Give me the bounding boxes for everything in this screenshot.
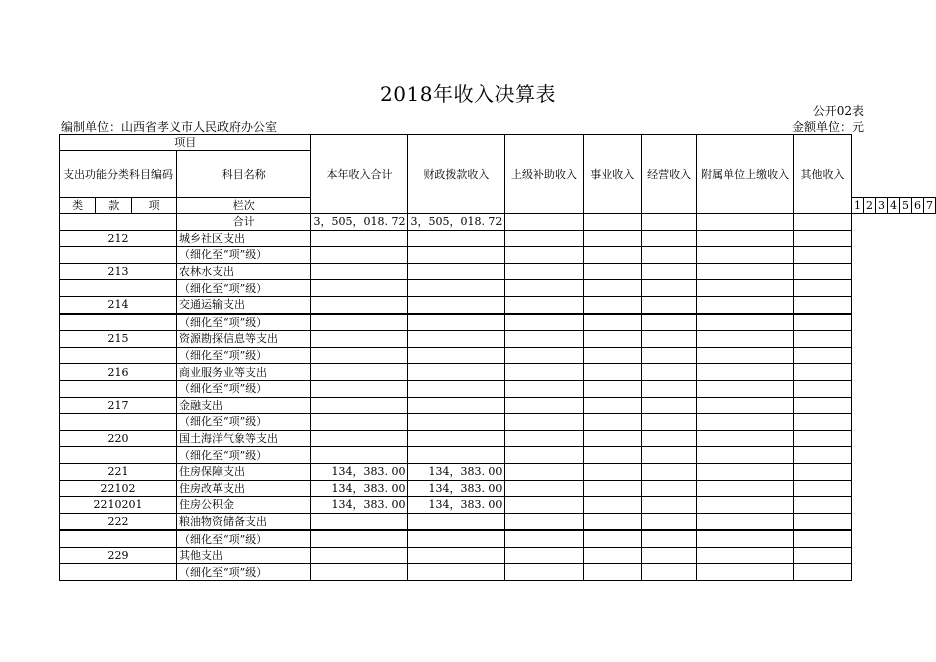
empty-cell — [794, 497, 852, 514]
empty-cell — [505, 497, 583, 514]
fiscal-amount — [408, 280, 505, 297]
table-row — [60, 230, 936, 247]
empty-cell — [642, 564, 697, 581]
empty-cell — [642, 364, 697, 381]
function-code: 215 — [60, 331, 177, 348]
total-amount — [311, 280, 408, 297]
empty-cell — [642, 530, 697, 547]
table-row — [60, 263, 936, 280]
col-number: 1 — [852, 198, 864, 214]
empty-cell — [794, 247, 852, 264]
header-xiang: 项 — [132, 198, 177, 214]
function-code — [60, 247, 177, 264]
total-amount — [311, 247, 408, 264]
empty-cell — [505, 564, 583, 581]
fiscal-amount — [408, 530, 505, 547]
function-code: 216 — [60, 364, 177, 381]
total-amount — [311, 314, 408, 331]
empty-cell — [583, 331, 642, 348]
empty-cell — [697, 547, 794, 564]
empty-cell — [583, 430, 642, 447]
empty-cell — [642, 463, 697, 480]
empty-cell — [583, 280, 642, 297]
fiscal-amount — [408, 380, 505, 397]
empty-cell — [583, 230, 642, 247]
total-amount — [311, 296, 408, 313]
total-fiscal: 3，505，018. 72 — [408, 214, 505, 231]
subject-name: 住房改革支出 — [177, 480, 311, 497]
empty-cell — [794, 364, 852, 381]
function-code — [60, 530, 177, 547]
total-amount: 134，383. 00 — [311, 497, 408, 514]
fiscal-amount — [408, 513, 505, 530]
header-total: 本年收入合计 — [311, 135, 408, 214]
subject-name: 住房保障支出 — [177, 463, 311, 480]
empty-cell — [583, 463, 642, 480]
fiscal-amount — [408, 263, 505, 280]
function-code: 220 — [60, 430, 177, 447]
empty-cell — [642, 414, 697, 431]
subject-name: 商业服务业等支出 — [177, 364, 311, 381]
empty-cell — [505, 547, 583, 564]
empty-cell — [697, 530, 794, 547]
empty-cell — [697, 447, 794, 464]
header-other: 其他收入 — [794, 135, 852, 214]
subject-name: （细化至“项”级） — [177, 247, 311, 264]
table-row — [60, 296, 936, 313]
total-amount — [311, 547, 408, 564]
fiscal-amount — [408, 397, 505, 414]
total-amount — [311, 230, 408, 247]
subject-name: 资源勘探信息等支出 — [177, 331, 311, 348]
table-row — [60, 513, 936, 530]
fiscal-amount — [408, 247, 505, 264]
empty-cell — [697, 430, 794, 447]
header-item: 项目 — [60, 135, 311, 151]
function-code — [60, 447, 177, 464]
table-row — [60, 497, 936, 514]
col-number: 4 — [888, 198, 900, 214]
empty-cell — [794, 296, 852, 313]
table-row — [60, 480, 936, 497]
empty-cell — [642, 314, 697, 331]
empty-cell — [794, 447, 852, 464]
total-amount — [311, 430, 408, 447]
empty-cell — [505, 480, 583, 497]
empty-cell — [697, 214, 794, 231]
fiscal-amount: 134，383. 00 — [408, 497, 505, 514]
header-lei: 类 — [60, 198, 96, 214]
subject-name: 交通运输支出 — [177, 296, 311, 313]
total-amount — [311, 513, 408, 530]
empty-cell — [794, 414, 852, 431]
header-func-code: 支出功能分类科目编码 — [60, 151, 177, 198]
empty-cell — [583, 247, 642, 264]
function-code — [60, 347, 177, 364]
table-row — [60, 314, 936, 331]
empty-cell — [794, 564, 852, 581]
empty-cell — [505, 347, 583, 364]
empty-cell — [642, 513, 697, 530]
table-row — [60, 364, 936, 381]
empty-cell — [583, 314, 642, 331]
subject-name: （细化至“项”级） — [177, 414, 311, 431]
empty-cell — [583, 513, 642, 530]
subject-name: 住房公积金 — [177, 497, 311, 514]
table-row — [60, 414, 936, 431]
empty-cell — [642, 263, 697, 280]
empty-cell — [697, 314, 794, 331]
function-code: 217 — [60, 397, 177, 414]
empty-cell — [583, 480, 642, 497]
total-amount — [311, 364, 408, 381]
subject-name: 其他支出 — [177, 547, 311, 564]
empty-cell — [505, 314, 583, 331]
fiscal-amount — [408, 414, 505, 431]
total-amount — [311, 530, 408, 547]
function-code — [60, 314, 177, 331]
compiling-unit: 编制单位：山西省孝义市人民政府办公室 — [61, 120, 278, 134]
empty-cell — [697, 397, 794, 414]
subject-name: （细化至“项”级） — [177, 447, 311, 464]
function-code: 2210201 — [60, 497, 177, 514]
empty-cell — [697, 564, 794, 581]
total-amount — [311, 447, 408, 464]
empty-cell — [794, 214, 852, 231]
fiscal-amount — [408, 331, 505, 348]
empty-cell — [697, 263, 794, 280]
function-code — [60, 564, 177, 581]
col-number: 2 — [864, 198, 876, 214]
fiscal-amount: 134，383. 00 — [408, 480, 505, 497]
empty-cell — [642, 430, 697, 447]
empty-cell — [697, 380, 794, 397]
total-amount — [311, 380, 408, 397]
function-code — [60, 280, 177, 297]
empty-cell — [583, 447, 642, 464]
empty-cell — [794, 547, 852, 564]
empty-cell — [505, 331, 583, 348]
empty-cell — [505, 463, 583, 480]
total-amount — [311, 347, 408, 364]
empty-cell — [794, 463, 852, 480]
empty-cell — [642, 497, 697, 514]
header-affiliated: 附属单位上缴收入 — [697, 135, 794, 214]
header-operating: 经营收入 — [642, 135, 697, 214]
subject-name: 城乡社区支出 — [177, 230, 311, 247]
empty-cell — [583, 380, 642, 397]
table-row — [60, 530, 936, 547]
subject-name: 农林水支出 — [177, 263, 311, 280]
empty-cell — [794, 397, 852, 414]
subject-name: （细化至“项”级） — [177, 564, 311, 581]
table-row — [60, 347, 936, 364]
function-code: 212 — [60, 230, 177, 247]
header-kuan: 款 — [96, 198, 132, 214]
fiscal-amount — [408, 547, 505, 564]
subject-name: （细化至“项”级） — [177, 347, 311, 364]
table-row — [60, 547, 936, 564]
empty-cell — [505, 513, 583, 530]
table-row — [60, 380, 936, 397]
empty-cell — [505, 414, 583, 431]
empty-cell — [505, 530, 583, 547]
empty-cell — [583, 414, 642, 431]
empty-cell — [794, 263, 852, 280]
empty-cell — [642, 447, 697, 464]
empty-cell — [794, 530, 852, 547]
table-row — [60, 280, 936, 297]
function-code: 22102 — [60, 480, 177, 497]
empty-cell — [697, 296, 794, 313]
empty-cell — [642, 214, 697, 231]
table-row — [60, 331, 936, 348]
function-code: 222 — [60, 513, 177, 530]
report-title: 2018年收入决算表 — [380, 82, 556, 106]
fiscal-amount — [408, 296, 505, 313]
empty-cell — [642, 380, 697, 397]
header-superior: 上级补助收入 — [505, 135, 583, 214]
empty-cell — [505, 230, 583, 247]
col-number: 5 — [900, 198, 912, 214]
empty-cell — [697, 480, 794, 497]
empty-cell — [794, 314, 852, 331]
empty-cell — [505, 447, 583, 464]
subject-name: （细化至“项”级） — [177, 380, 311, 397]
income-table — [59, 134, 936, 581]
fiscal-amount — [408, 347, 505, 364]
empty-cell — [583, 564, 642, 581]
empty-cell — [505, 430, 583, 447]
function-code: 229 — [60, 547, 177, 564]
empty-cell — [697, 247, 794, 264]
empty-cell — [642, 280, 697, 297]
empty-cell — [642, 547, 697, 564]
empty-cell — [794, 280, 852, 297]
fiscal-amount — [408, 564, 505, 581]
empty-cell — [583, 296, 642, 313]
empty-cell — [794, 430, 852, 447]
empty-cell — [505, 214, 583, 231]
subject-name: （细化至“项”级） — [177, 280, 311, 297]
empty-cell — [505, 263, 583, 280]
empty-cell — [583, 347, 642, 364]
empty-cell — [697, 364, 794, 381]
total-row — [60, 214, 936, 231]
subject-name: （细化至“项”级） — [177, 314, 311, 331]
empty-cell — [583, 530, 642, 547]
empty-cell — [794, 513, 852, 530]
subject-name: （细化至“项”级） — [177, 530, 311, 547]
empty-cell — [505, 280, 583, 297]
empty-cell — [642, 230, 697, 247]
col-number: 6 — [912, 198, 924, 214]
empty-cell — [642, 331, 697, 348]
function-code: 221 — [60, 463, 177, 480]
header-lanci: 栏次 — [177, 198, 311, 214]
col-number: 3 — [876, 198, 888, 214]
form-number: 公开02表 — [812, 104, 864, 118]
empty-cell — [505, 380, 583, 397]
empty-cell — [697, 497, 794, 514]
empty-cell — [642, 480, 697, 497]
table-row — [60, 463, 936, 480]
total-label: 合计 — [177, 214, 311, 231]
empty-cell — [642, 397, 697, 414]
empty-cell — [583, 547, 642, 564]
empty-cell — [505, 296, 583, 313]
empty-cell — [505, 364, 583, 381]
header-business: 事业收入 — [583, 135, 642, 214]
total-amount: 134，383. 00 — [311, 480, 408, 497]
table-row — [60, 397, 936, 414]
empty-cell — [697, 463, 794, 480]
total-code-cell — [60, 214, 177, 231]
table-row — [60, 447, 936, 464]
total-amount — [311, 397, 408, 414]
empty-cell — [794, 347, 852, 364]
empty-cell — [642, 296, 697, 313]
empty-cell — [583, 214, 642, 231]
total-amount — [311, 564, 408, 581]
empty-cell — [794, 230, 852, 247]
fiscal-amount — [408, 447, 505, 464]
empty-cell — [697, 280, 794, 297]
function-code — [60, 380, 177, 397]
empty-cell — [583, 263, 642, 280]
empty-cell — [697, 414, 794, 431]
col-number: 7 — [924, 198, 936, 214]
subject-name: 国土海洋气象等支出 — [177, 430, 311, 447]
fiscal-amount: 134，383. 00 — [408, 463, 505, 480]
subject-name: 金融支出 — [177, 397, 311, 414]
empty-cell — [697, 331, 794, 348]
empty-cell — [794, 480, 852, 497]
function-code — [60, 414, 177, 431]
fiscal-amount — [408, 230, 505, 247]
function-code: 213 — [60, 263, 177, 280]
header-fiscal: 财政拨款收入 — [408, 135, 505, 214]
fiscal-amount — [408, 364, 505, 381]
empty-cell — [583, 397, 642, 414]
amount-unit: 金额单位：元 — [791, 120, 864, 134]
total-amount: 3，505，018. 72 — [311, 214, 408, 231]
empty-cell — [505, 247, 583, 264]
header-subject-name: 科目名称 — [177, 151, 311, 198]
empty-cell — [697, 347, 794, 364]
total-amount: 134，383. 00 — [311, 463, 408, 480]
empty-cell — [794, 380, 852, 397]
empty-cell — [642, 247, 697, 264]
fiscal-amount — [408, 314, 505, 331]
empty-cell — [583, 364, 642, 381]
table-row — [60, 247, 936, 264]
empty-cell — [794, 331, 852, 348]
total-amount — [311, 414, 408, 431]
table-row — [60, 430, 936, 447]
empty-cell — [583, 497, 642, 514]
function-code: 214 — [60, 296, 177, 313]
total-amount — [311, 331, 408, 348]
total-amount — [311, 263, 408, 280]
empty-cell — [505, 397, 583, 414]
subject-name: 粮油物资储备支出 — [177, 513, 311, 530]
empty-cell — [697, 513, 794, 530]
fiscal-amount — [408, 430, 505, 447]
table-row — [60, 564, 936, 581]
empty-cell — [642, 347, 697, 364]
empty-cell — [697, 230, 794, 247]
